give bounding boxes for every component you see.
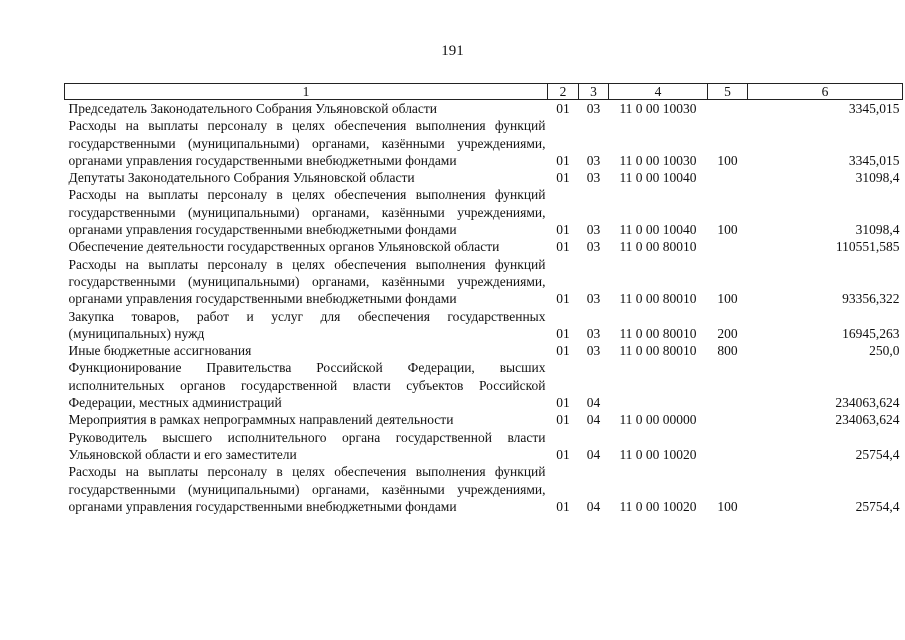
row-amount: 25754,4 — [855, 498, 900, 514]
row-name: Председатель Законодательного Собрания Ульяновской области — [68, 101, 438, 116]
row-expense-type — [708, 429, 748, 464]
row-name: Расходы на выплаты персоналу в целях обеспечения выполнения функций государственными (муниципальными) органами, казёнными учреждениями, органами управления государственными внебюджетными фондами — [68, 118, 546, 168]
row-target-article: 11 0 00 80010 — [619, 239, 697, 255]
table-row — [65, 238, 903, 255]
table-row — [65, 411, 903, 428]
row-section: 01 — [556, 325, 570, 341]
row-amount: 93356,322 — [842, 291, 900, 307]
row-section: 01 — [556, 395, 570, 411]
column-header-name: 1 — [65, 84, 548, 100]
table-row — [65, 100, 903, 118]
table-row — [65, 342, 903, 359]
row-expense-type: 800 — [717, 343, 738, 359]
table-row — [65, 256, 903, 308]
row-subsection: 03 — [586, 101, 601, 116]
row-expense-type: 100 — [717, 498, 738, 514]
row-target-article: 11 0 00 10040 — [619, 170, 697, 186]
row-target-article: 11 0 00 80010 — [619, 343, 697, 359]
table-row — [65, 186, 903, 238]
column-header-expense-type: 5 — [708, 84, 748, 100]
row-subsection: 03 — [586, 291, 601, 307]
row-section: 01 — [556, 343, 570, 359]
row-expense-type: 100 — [717, 222, 738, 238]
row-subsection: 04 — [586, 498, 601, 514]
row-name: Расходы на выплаты персоналу в целях обеспечения выполнения функций государственными (муниципальными) органами, казёнными учреждениями, органами управления государственными внебюджетными фондами — [68, 256, 546, 307]
row-subsection: 03 — [586, 152, 601, 168]
row-section: 01 — [556, 446, 570, 462]
row-name: Закупка товаров, работ и услуг для обеспечения государственных (муниципальных) нужд — [68, 308, 546, 341]
row-name: Руководитель высшего исполнительного органа государственной власти Ульяновской области и его заместители — [68, 429, 546, 462]
row-section: 01 — [556, 222, 570, 238]
row-subsection: 03 — [586, 222, 601, 238]
table-row — [65, 308, 903, 343]
row-expense-type: 200 — [717, 325, 738, 341]
column-header-amount: 6 — [748, 84, 903, 100]
row-expense-type: 100 — [717, 152, 738, 168]
row-name: Функционирование Правительства Российской Федерации, высших исполнительных органов государственной власти субъектов Российской Федерации, местных администраций — [68, 360, 546, 411]
table-row — [65, 429, 903, 464]
row-expense-type — [708, 359, 748, 411]
row-expense-type — [708, 100, 748, 118]
table-header-row — [65, 84, 903, 100]
row-amount: 110551,585 — [835, 239, 900, 255]
table-row — [65, 359, 903, 411]
row-subsection: 03 — [586, 170, 601, 186]
row-name: Расходы на выплаты персоналу в целях обеспечения выполнения функций государственными (муниципальными) органами, казёнными учреждениями, органами управления государственными внебюджетными фондами — [68, 187, 546, 238]
row-subsection: 03 — [586, 239, 601, 255]
row-amount: 16945,263 — [842, 325, 900, 341]
row-name: Мероприятия в рамках непрограммных направлений деятельности — [68, 412, 454, 428]
row-target-article: 11 0 00 10040 — [619, 222, 697, 238]
table-row — [65, 463, 903, 515]
page-number: 191 — [441, 43, 464, 59]
row-target-article: 11 0 00 10030 — [619, 152, 697, 168]
row-amount: 234063,624 — [835, 395, 900, 411]
row-subsection: 04 — [586, 446, 601, 462]
row-name: Депутаты Законодательного Собрания Ульяновской области — [68, 170, 415, 186]
row-section: 01 — [556, 239, 570, 255]
column-header-subsection: 3 — [579, 84, 609, 100]
row-target-article: 11 0 00 10020 — [619, 498, 697, 514]
row-expense-type — [708, 238, 748, 255]
column-header-section: 2 — [548, 84, 579, 100]
row-subsection: 03 — [586, 325, 601, 341]
row-amount: 3345,015 — [848, 101, 900, 116]
row-section: 01 — [556, 101, 570, 116]
row-expense-type — [708, 169, 748, 186]
row-target-article: 11 0 00 80010 — [619, 291, 697, 307]
row-amount: 234063,624 — [835, 412, 900, 428]
row-amount: 25754,4 — [855, 446, 900, 462]
row-name: Иные бюджетные ассигнования — [68, 343, 252, 359]
row-amount: 31098,4 — [855, 170, 900, 186]
column-header-target-article: 4 — [609, 84, 708, 100]
row-section: 01 — [556, 412, 570, 428]
row-section: 01 — [556, 291, 570, 307]
table-row — [65, 169, 903, 186]
budget-table — [64, 83, 903, 515]
row-amount: 3345,015 — [848, 152, 900, 168]
row-name: Расходы на выплаты персоналу в целях обеспечения выполнения функций государственными (муниципальными) органами, казёнными учреждениями, органами управления государственными внебюджетными фондами — [68, 464, 546, 514]
row-amount: 250,0 — [869, 343, 900, 359]
table-row — [65, 117, 903, 169]
row-section: 01 — [556, 170, 570, 186]
row-name: Обеспечение деятельности государственных органов Ульяновской области — [68, 239, 500, 255]
row-target-article: 11 0 00 10030 — [619, 101, 697, 116]
row-subsection: 04 — [586, 395, 601, 411]
row-target-article: 11 0 00 80010 — [619, 325, 697, 341]
row-target-article: 11 0 00 00000 — [619, 412, 697, 428]
row-subsection: 04 — [586, 412, 601, 428]
row-target-article — [609, 359, 708, 411]
row-subsection: 03 — [586, 343, 601, 359]
row-section: 01 — [556, 152, 570, 168]
row-expense-type — [708, 411, 748, 428]
row-section: 01 — [556, 498, 570, 514]
row-target-article: 11 0 00 10020 — [619, 446, 697, 462]
row-amount: 31098,4 — [855, 222, 900, 238]
row-expense-type: 100 — [717, 291, 738, 307]
